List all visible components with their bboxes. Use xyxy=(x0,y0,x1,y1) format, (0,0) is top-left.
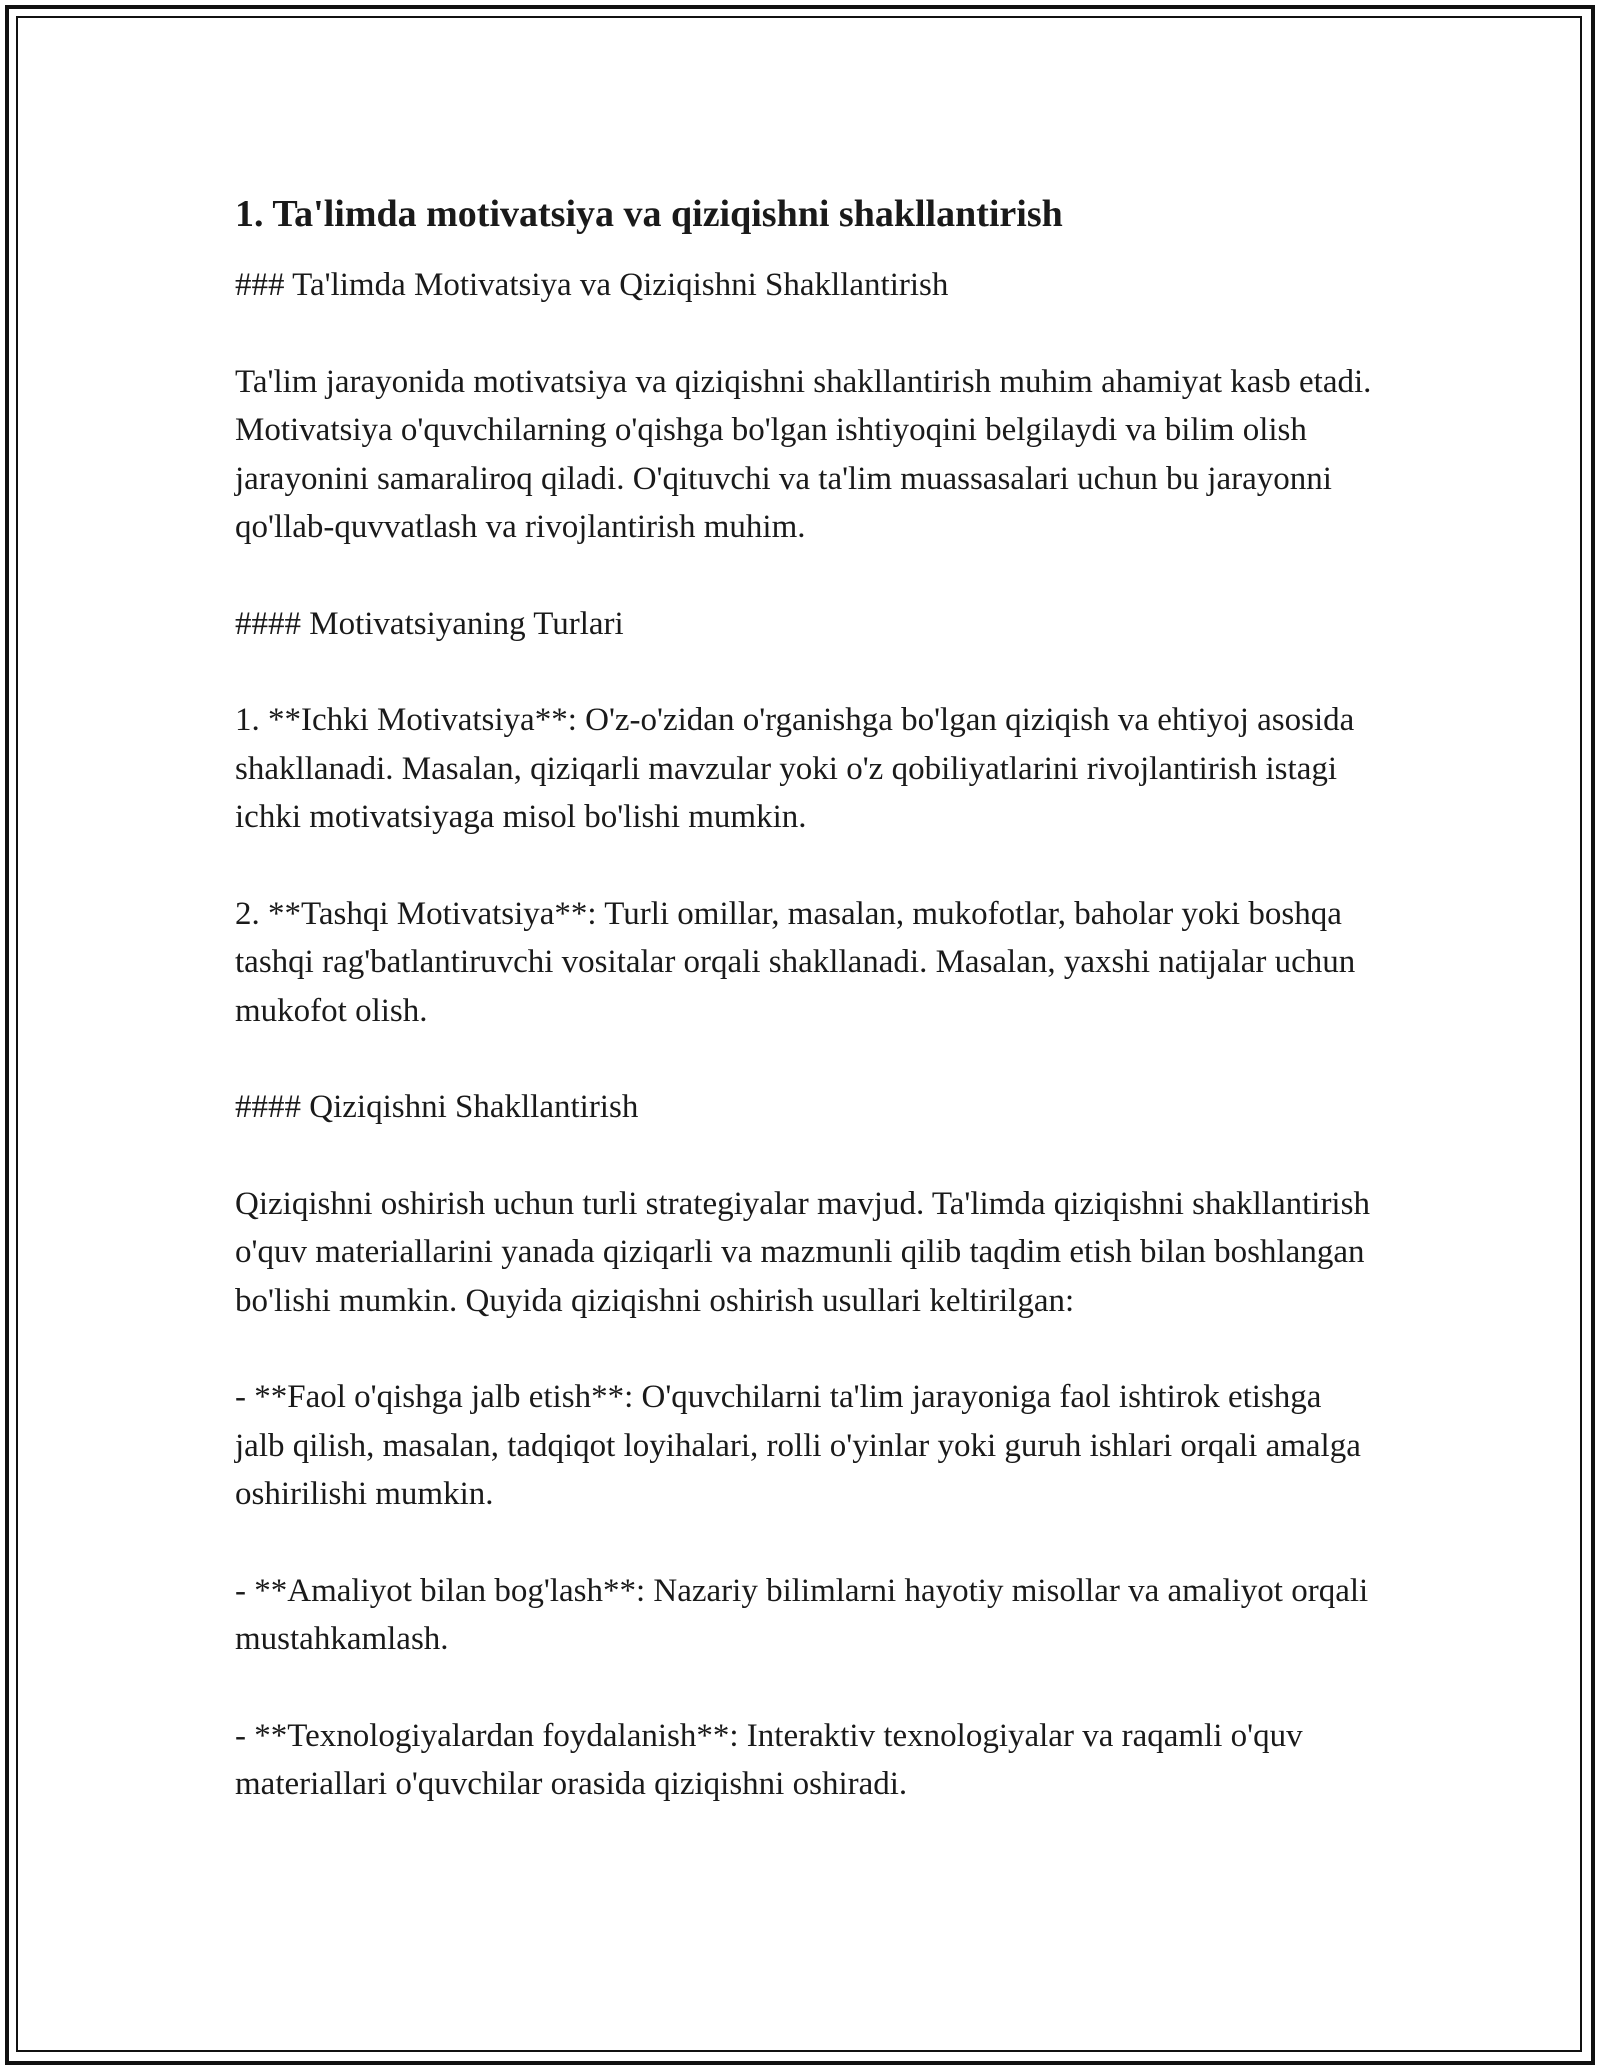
section-heading: ### Ta'limda Motivatsiya va Qiziqishni Shakllantirish xyxy=(235,267,949,303)
bullet-practice: - **Amaliyot bilan bog'lash**: Nazariy bilimlarni hayotiy misollar va amaliyot orqali mustahkamlash. xyxy=(235,1572,1369,1657)
subsection-heading-types: #### Motivatsiyaning Turlari xyxy=(235,605,624,642)
document-title: 1. Ta'limda motivatsiya va qiziqishni shakllantirish xyxy=(235,193,1063,235)
list-item-intrinsic: 1. **Ichki Motivatsiya**: O'z-o'zidan o'rganishga bo'lgan qiziqish va ehtiyoj asosida shakllanadi. Masalan, qiziqarli mavzular yoki o'z qobiliyatlarini rivojlantirish istagi ichki motivatsiyaga misol bo'lishi mumkin. xyxy=(235,702,1355,835)
bullet-active-learning: - **Faol o'qishga jalb etish**: O'quvchilarni ta'lim jarayoniga faol ishtirok etishga jalb qilish, masalan, tadqiqot loyihalari, rolli o'yinlar yoki guruh ishlari orqali amalga oshirilishi mumkin. xyxy=(235,1379,1361,1512)
bullet-technology: - **Texnologiyalardan foydalanish**: Interaktiv texnologiyalar va raqamli o'quv materiallari o'quvchilar orasida qiziqishni oshiradi. xyxy=(235,1717,1303,1802)
list-item-extrinsic: 2. **Tashqi Motivatsiya**: Turli omillar, masalan, mukofotlar, baholar yoki boshqa tashqi rag'batlantiruvchi vositalar orqali shakllanadi. Masalan, yaxshi natijalar uchun mukofot olish. xyxy=(235,895,1356,1029)
subsection-heading-interest: #### Qiziqishni Shakllantirish xyxy=(235,1089,639,1125)
intro-paragraph: Ta'lim jarayonida motivatsiya va qiziqishni shakllantirish muhim ahamiyat kasb etadi. Motivatsiya o'quvchilarning o'qishga bo'lgan ishtiyoqini belgilaydi va bilim olish jarayonini samaraliroq qiladi. O'qituvchi va ta'lim muassasalari uchun bu jarayonni qo'llab-quvvatlash va rivojlantirish muhim. xyxy=(235,363,1372,545)
document-body xyxy=(235,185,1375,1857)
interest-paragraph: Qiziqishni oshirish uchun turli strategiyalar mavjud. Ta'limda qiziqishni shakllantirish o'quv materiallarini yanada qiziqarli va mazmunli qilib taqdim etish bilan boshlangan bo'lishi mumkin. Quyida qiziqishni oshirish usullari keltirilgan: xyxy=(235,1185,1370,1319)
